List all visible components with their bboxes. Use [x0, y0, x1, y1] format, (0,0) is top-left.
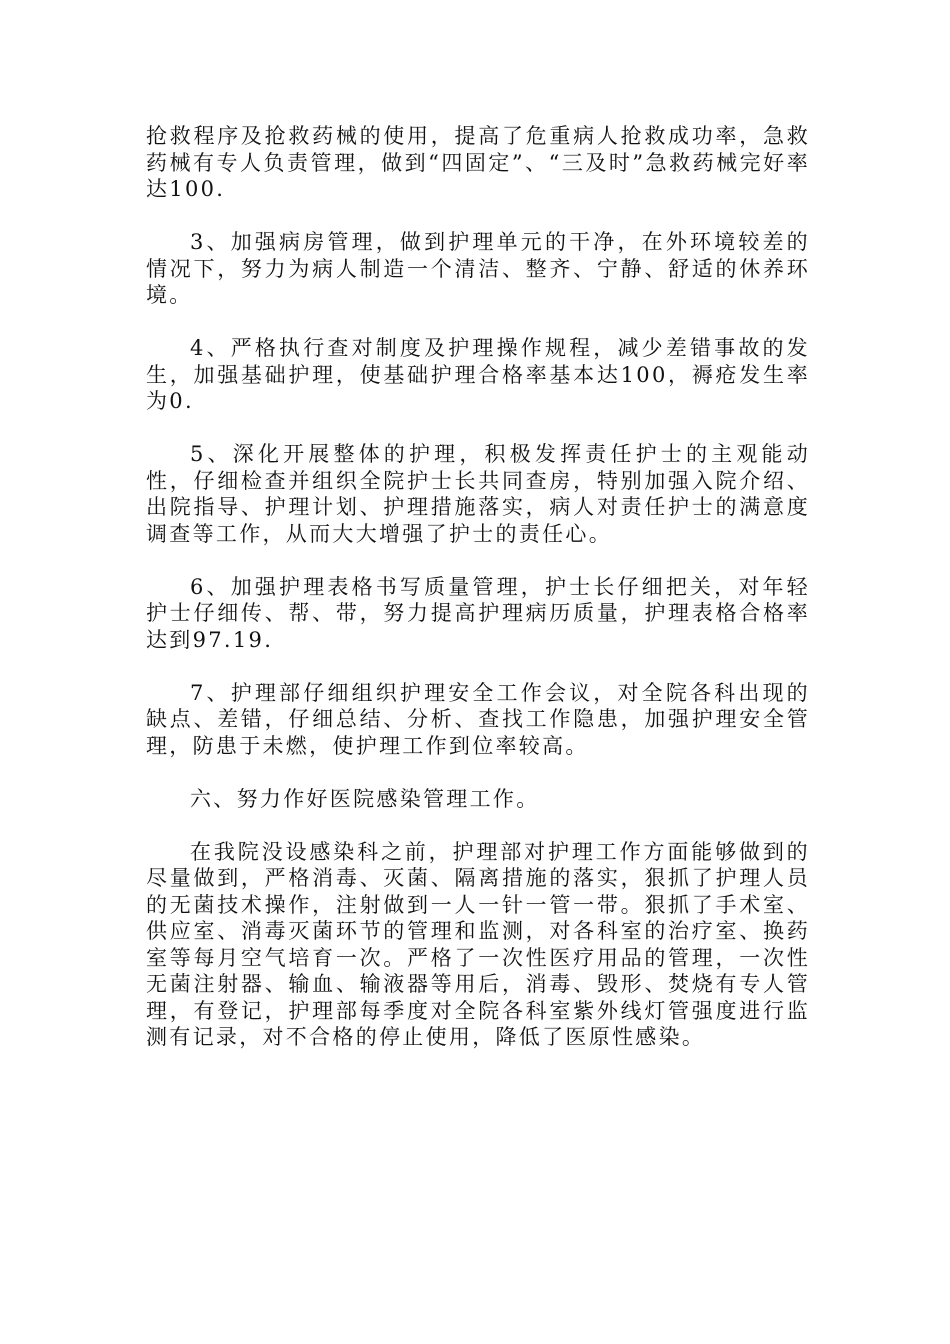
paragraph-item-3: 3、加强病房管理，做到护理单元的干净，在外环境较差的情况下，努力为病人制造一个清洁、整齐、宁静、舒适的休养环境。 [146, 230, 810, 307]
paragraph-infection-control: 在我院没设感染科之前，护理部对护理工作方面能够做到的尽量做到，严格消毒、灭菌、隔离措施的落实，狠抓了护理人员的无菌技术操作，注射做到一人一针一管一带。狠抓了手术室、供应室、消毒灭菌环节的管理和监测，对各科室的治疗室、换药室等每月空气培育一次。严格了一次性医疗用品的管理，一次性无菌注射器、输血、输液器等用后，消毒、毁形、焚烧有专人管理，有登记，护理部每季度对全院各科室紫外线灯管强度进行监测有记录，对不合格的停止使用，降低了医原性感染。 [146, 839, 810, 1049]
paragraph-item-4: 4、严格执行查对制度及护理操作规程，减少差错事故的发生，加强基础护理，使基础护理合格率基本达100，褥疮发生率为0. [146, 336, 810, 413]
paragraph-item-6: 6、加强护理表格书写质量管理，护士长仔细把关，对年轻护士仔细传、帮、带，努力提高护理病历质量，护理表格合格率达到97.19. [146, 574, 810, 652]
paragraph-item-5: 5、深化开展整体的护理，积极发挥责任护士的主观能动性，仔细检查并组织全院护士长共同查房，特别加强入院介绍、出院指导、护理计划、护理措施落实，病人对责任护士的满意度调查等工作，从而大大增强了护士的责任心。 [146, 442, 810, 546]
paragraph-item-7: 7、护理部仔细组织护理安全工作会议，对全院各科出现的缺点、差错，仔细总结、分析、查找工作隐患，加强护理安全管理，防患于未燃，使护理工作到位率较高。 [146, 680, 810, 758]
section-heading-six: 六、努力作好医院感染管理工作。 [190, 786, 540, 811]
document-body [146, 123, 810, 1077]
paragraph-continuation: 抢救程序及抢救药械的使用，提高了危重病人抢救成功率，急救药械有专人负责管理，做到“四固定”、“三及时”急救药械完好率达100. [146, 124, 810, 201]
